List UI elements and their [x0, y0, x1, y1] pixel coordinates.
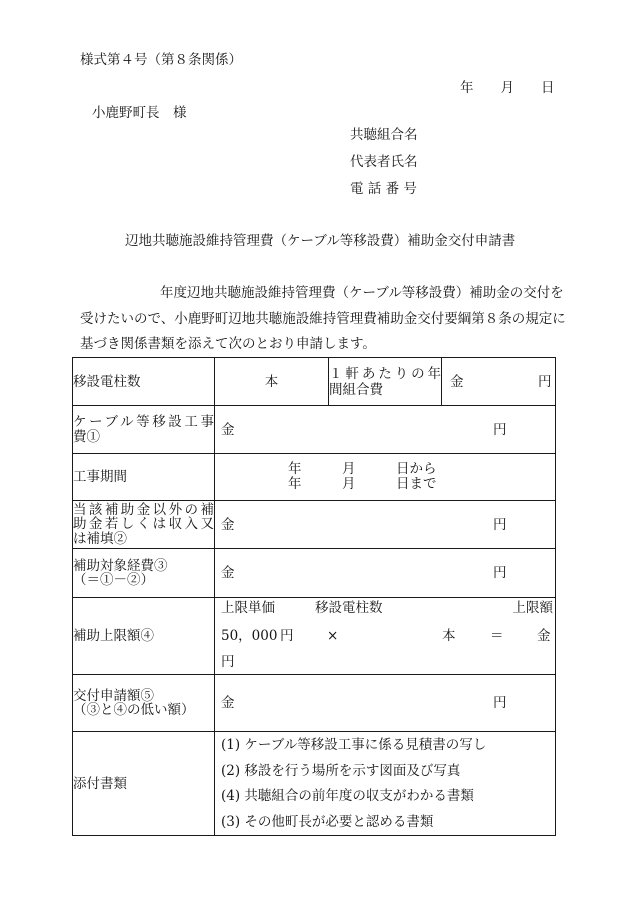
annual-fee-label [329, 358, 442, 406]
subsidy-limit-formula-body [215, 598, 555, 674]
row-eligible-cost [73, 549, 556, 598]
body-text-line: 受けたいので、小鹿野町辺地共聴施設維持管理費補助金交付要綱第８条の規定に [80, 311, 566, 327]
yen-prefix: 金 [221, 565, 235, 581]
other-funding-amount [215, 501, 556, 549]
row-requested-amount [73, 675, 556, 732]
union-name-label: 共聴組合名 [350, 127, 418, 143]
eligible-cost-label [73, 549, 215, 598]
yen-unit: 円 [493, 516, 507, 533]
cable-cost-label [73, 406, 215, 454]
relocated-poles-unit: 本 [215, 358, 329, 406]
other-funding-label-line: 当該補助金以外の補 [73, 501, 214, 518]
other-funding-amount-field [215, 517, 555, 533]
other-funding-label-line: 助金若しくは収入又 [73, 516, 214, 533]
cable-cost-amount [215, 406, 556, 454]
attachments-list-cell [215, 732, 556, 836]
requested-amount-label [73, 675, 215, 732]
eligible-cost-label-line: 補助対象経費③ [73, 557, 168, 574]
annual-fee-amount [442, 358, 556, 406]
yen-prefix: 金 [221, 695, 235, 711]
period-from: 年 月 日から [288, 461, 437, 477]
other-funding-label [73, 501, 215, 549]
row-cable-cost [73, 406, 556, 454]
cable-cost-label-line: 費① [73, 428, 100, 445]
period-to: 年 月 日まで [288, 476, 437, 492]
construction-period-value [215, 454, 556, 501]
eligible-cost-amount [215, 549, 556, 598]
attachment-item: (1) ケーブル等移設工事に係る見積書の写し [221, 737, 487, 753]
unit-price-header: 上限単価 [221, 600, 275, 616]
equals-sign: ＝ [490, 628, 504, 644]
attachment-item: (4) 共聴組合の前年度の収支がわかる書類 [221, 788, 474, 804]
application-table [72, 357, 556, 836]
requested-amount-value [215, 675, 556, 732]
body-text-line: 基づき関係書類を添えて次のとおり申請します。 [80, 336, 376, 352]
attachment-item: (3) その他町長が必要と認める書類 [221, 813, 434, 830]
unit-price-yen: 円 [280, 628, 294, 644]
body-text-line: 年度辺地共聴施設維持管理費（ケーブル等移設費）補助金の交付を [160, 285, 564, 301]
yen-unit: 円 [493, 695, 507, 711]
attachments-list [215, 732, 555, 835]
phone-label: 電 話 番 号 [350, 181, 417, 197]
construction-period-label: 工事期間 [73, 454, 215, 501]
subsidy-limit-label: 補助上限額④ [73, 598, 215, 675]
yen-prefix: 金 [221, 421, 235, 438]
poles-header: 移設電柱数 [315, 600, 383, 616]
cable-cost-label-line: ケーブル等移設工事 [73, 414, 214, 430]
annual-fee-label-line: １軒あたりの年 [329, 365, 441, 382]
yen-unit: 円 [493, 421, 507, 438]
limit-unit: 円 [221, 654, 235, 670]
yen-prefix: 金 [450, 373, 464, 390]
yen-prefix: 金 [221, 516, 235, 533]
addressee: 小鹿野町長 様 [92, 105, 187, 121]
times-sign: × [327, 628, 339, 644]
pole-unit: 本 [442, 628, 456, 644]
representative-label: 代表者氏名 [350, 154, 418, 170]
row-attachments [73, 732, 556, 836]
eligible-cost-amount-field [215, 565, 555, 581]
yen-unit: 円 [493, 565, 507, 581]
annual-fee-label-line: 間組合費 [329, 381, 383, 398]
row-construction-period [73, 454, 556, 501]
requested-amount-label-line: 交付申請額⑤ [73, 687, 154, 704]
unit-price-value: 50，000 [221, 628, 278, 644]
attachments-label: 添付書類 [73, 732, 215, 836]
limit-header: 上限額 [512, 600, 553, 616]
requested-amount-label-line: （③と④の低い額） [73, 702, 195, 718]
row-relocated-poles [73, 358, 556, 406]
other-funding-label-line: は補填② [73, 530, 127, 547]
row-other-funding [73, 501, 556, 549]
row-subsidy-limit [73, 598, 556, 675]
annual-fee-amount-field [442, 374, 555, 390]
attachment-item: (2) 移設を行う場所を示す図面及び写真 [221, 762, 461, 779]
cable-cost-amount-field [215, 422, 555, 438]
eligible-cost-label-line: （＝①－②） [73, 572, 154, 588]
yen-unit: 円 [538, 373, 552, 390]
document-title: 辺地共聴施設維持管理費（ケーブル等移設費）補助金交付申請書 [125, 233, 516, 249]
subsidy-limit-formula [215, 598, 556, 675]
relocated-poles-label: 移設電柱数 [73, 358, 215, 406]
form-number: 様式第４号（第８条関係） [80, 52, 242, 68]
limit-prefix: 金 [537, 628, 551, 644]
date-line: 年 月 日 [460, 80, 555, 96]
requested-amount-field [215, 695, 555, 711]
